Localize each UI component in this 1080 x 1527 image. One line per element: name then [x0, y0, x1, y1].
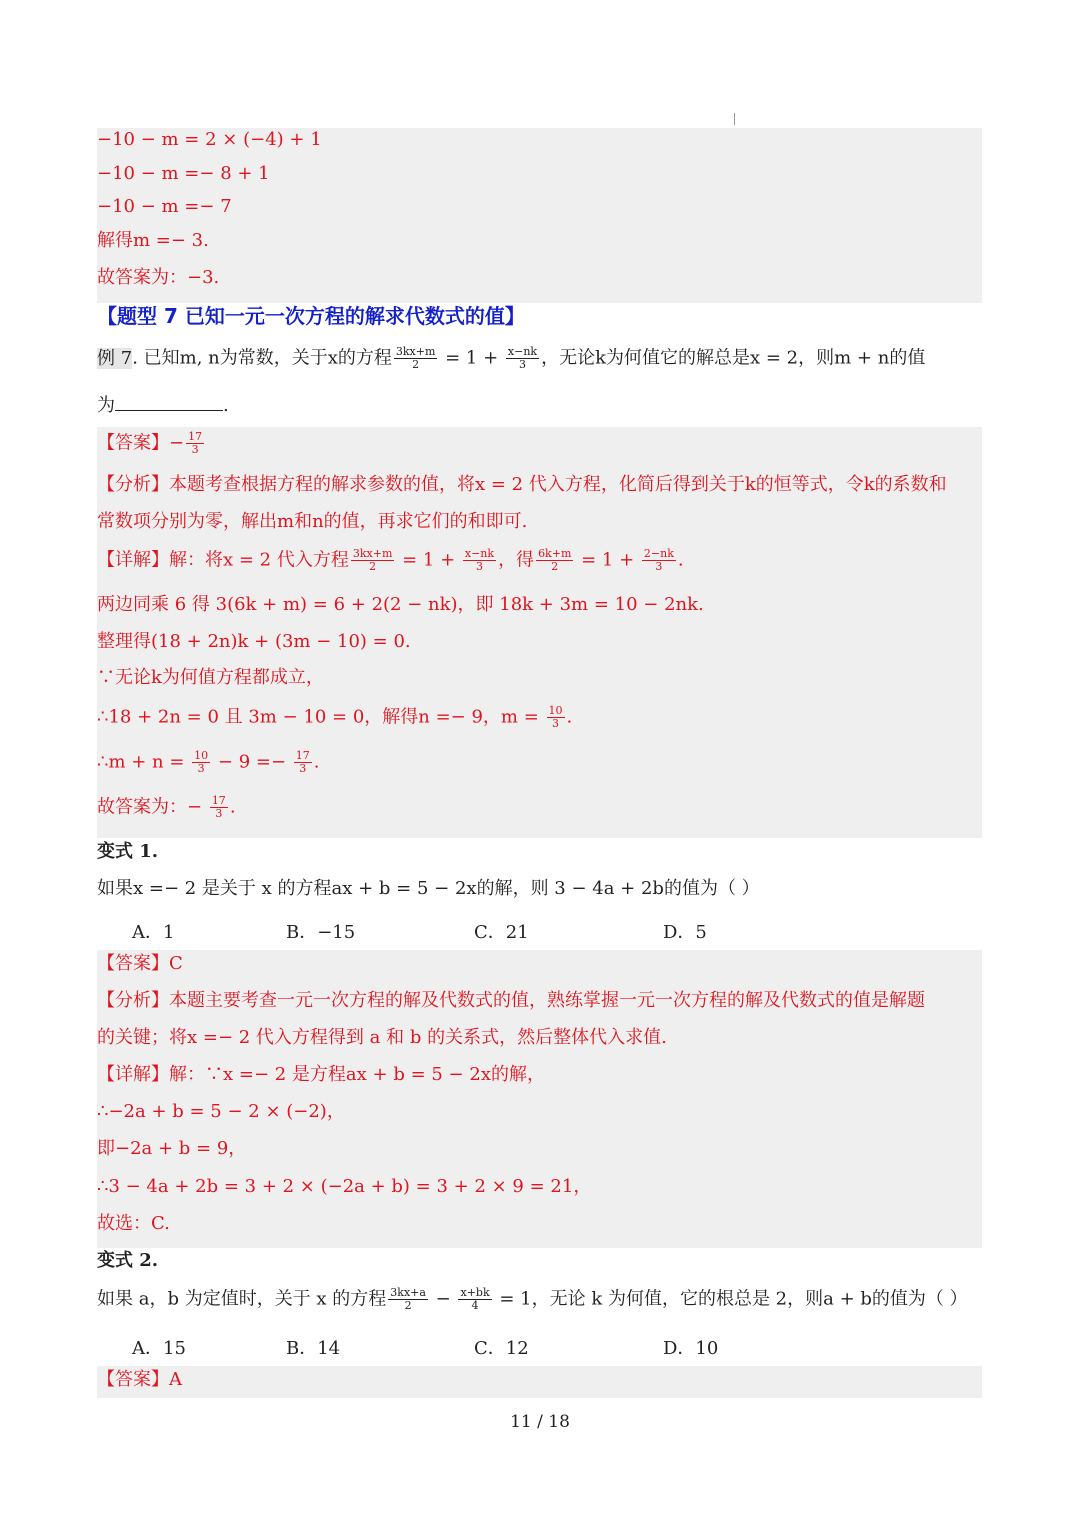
fraction: $\frac{x+bk}{4}$ — [460, 1286, 490, 1313]
page-number: 11 / 18 — [510, 1412, 570, 1432]
variant1-choice-b: B．−15 — [286, 922, 356, 943]
question-text: ，无论k为何值它的解总是x = 2，则m + n的值 — [541, 347, 926, 369]
fraction: $\frac{x-nk}{3}$ — [507, 345, 538, 372]
variant1-choice-c: C．21 — [474, 922, 529, 943]
example7-analysis-line2: 常数项分别为零，解出m和n的值，再求它们的和即可. — [97, 511, 528, 532]
variant2-answer: 【答案】A — [97, 1369, 182, 1390]
question-text: = 1 + — [439, 347, 504, 369]
example7-final-answer: 故答案为：− $\frac{17}{3}$ . — [97, 794, 236, 821]
fraction: $\frac{6k+m}{2}$ — [538, 547, 572, 574]
fraction: $\frac{3kx+m}{2}$ — [352, 547, 393, 574]
answer-blank — [115, 394, 223, 411]
solution-line-1: −10 − m = 2 × (−4) + 1 — [97, 129, 322, 150]
variant1-detail-2: ∴−2a + b = 5 − 2 × (−2)， — [97, 1101, 345, 1122]
example7-step5: ∴m + n = $\frac{10}{3}$ − 9 =− $\frac{17}{3}$ . — [97, 749, 320, 776]
fraction: $\frac{17}{3}$ — [211, 794, 226, 821]
example7-step2: 整理得(18 + 2n)k + (3m − 10) = 0. — [97, 631, 411, 652]
fraction: $\frac{10}{3}$ — [194, 749, 209, 776]
fraction: $\frac{3kx+a}{2}$ — [390, 1286, 426, 1313]
question-text: . 已知m, n为常数，关于x的方程 — [132, 347, 392, 369]
example7-question-line1 — [97, 346, 925, 371]
example7-detail-line: 【详解】解：将x = 2 代入方程 $\frac{3kx+m}{2}$ = 1 + $\frac{x-nk}{3}$ ，得 $\frac{6k+m}{2}$ = 1 + $\frac{2-nk}{3}$ . — [97, 547, 684, 574]
solution-line-5: 故答案为：−3. — [97, 267, 220, 288]
example7-step1: 两边同乘 6 得 3(6k + m) = 6 + 2(2 − nk)，即 18k + 3m = 10 − 2nk. — [97, 594, 704, 615]
variant2-answer-block — [97, 1366, 982, 1398]
variant2-label: 变式 2. — [97, 1250, 159, 1271]
variant1-choice-a: A．1 — [132, 922, 175, 943]
fraction: $\frac{10}{3}$ — [548, 704, 563, 731]
solution-line-4: 解得m =− 3. — [97, 230, 209, 251]
variant1-choice-d: D．5 — [663, 922, 707, 943]
variant1-analysis-line2: 的关键；将x =− 2 代入方程得到 a 和 b 的关系式，然后整体代入求值. — [97, 1027, 667, 1048]
variant1-label: 变式 1. — [97, 841, 159, 862]
variant1-detail-3: 即−2a + b = 9， — [97, 1138, 247, 1159]
example7-answer: 【答案】− $\frac{17}{3}$ — [97, 430, 203, 457]
variant1-detail-4: ∴3 − 4a + 2b = 3 + 2 × (−2a + b) = 3 + 2 × 9 = 21， — [97, 1176, 592, 1197]
variant1-analysis-line1: 【分析】本题主要考查一元一次方程的解及代数式的值，熟练掌握一元一次方程的解及代数式的值是解题 — [97, 990, 925, 1011]
variant1-detail-1: 【详解】解：∵x =− 2 是方程ax + b = 5 − 2x的解， — [97, 1064, 545, 1085]
fraction: $\frac{2-nk}{3}$ — [643, 547, 674, 574]
example7-step4: ∴18 + 2n = 0 且 3m − 10 = 0，解得n =− 9，m = $\frac{10}{3}$ . — [97, 704, 573, 731]
variant1-answer: 【答案】C — [97, 953, 183, 974]
variant2-choice-b: B．14 — [286, 1338, 341, 1359]
variant2-question: 如果 a，b 为定值时，关于 x 的方程 $\frac{3kx+a}{2}$ − $\frac{x+bk}{4}$ = 1，无论 k 为何值，它的根总是 2，则a + b的值为（ ） — [97, 1286, 968, 1313]
example7-question-line2: 为 . — [97, 395, 229, 416]
header-tick-mark — [734, 113, 735, 125]
fraction: $\frac{17}{3}$ — [295, 749, 310, 776]
solution-line-2: −10 − m =− 8 + 1 — [97, 163, 270, 184]
fraction: $\frac{17}{3}$ — [188, 430, 203, 457]
variant2-choice-c: C．12 — [474, 1338, 529, 1359]
variant2-choice-d: D．10 — [663, 1338, 719, 1359]
fraction: $\frac{x-nk}{3}$ — [464, 547, 495, 574]
variant1-question: 如果x =− 2 是关于 x 的方程ax + b = 5 − 2x的解，则 3 − 4a + 2b的值为（ ） — [97, 878, 760, 899]
example7-analysis-line1: 【分析】本题考查根据方程的解求参数的值，将x = 2 代入方程，化简后得到关于k的恒等式，令k的系数和 — [97, 474, 947, 495]
solution-line-3: −10 − m =− 7 — [97, 196, 232, 217]
example7-label: 例 7 — [97, 347, 133, 369]
variant2-choice-a: A．15 — [132, 1338, 186, 1359]
variant1-detail-5: 故选：C. — [97, 1213, 170, 1234]
section-title: 【题型 7 已知一元一次方程的解求代数式的值】 — [97, 304, 525, 328]
example7-step3: ∵无论k为何值方程都成立， — [97, 667, 324, 688]
fraction: $\frac{3kx+m}{2}$ — [395, 345, 436, 372]
